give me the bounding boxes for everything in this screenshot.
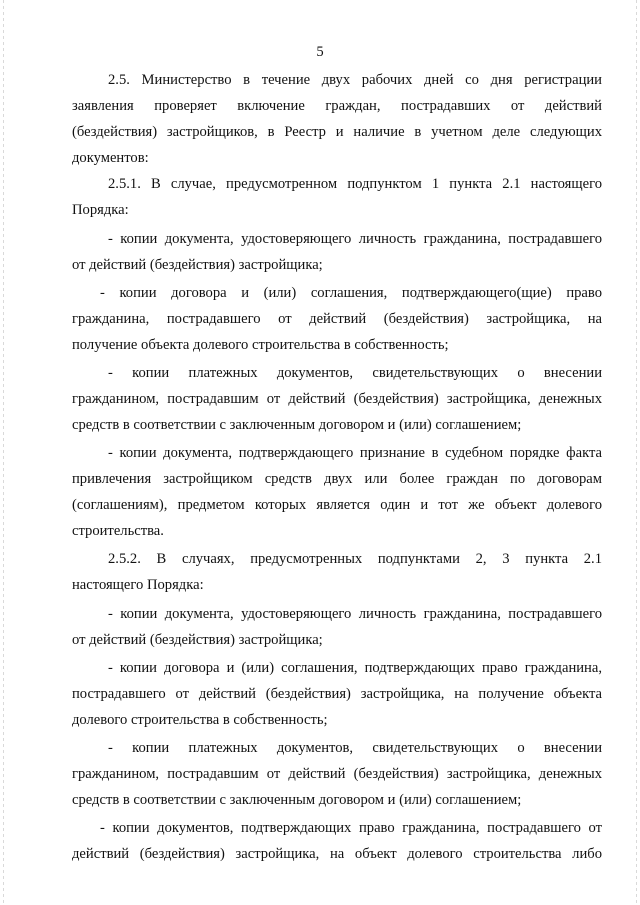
page-number: 5 — [316, 44, 324, 60]
text-line: документов: — [72, 150, 149, 166]
text-line: получение объекта долевого строительства в собственность; — [72, 337, 449, 353]
scan-edge-right — [636, 0, 637, 905]
text-line: - копии документов, подтверждающих право гражданина, пострадавшего от — [100, 820, 602, 836]
scan-edge-left — [3, 0, 4, 905]
text-line: строительства. — [72, 523, 164, 539]
text-line: гражданина, пострадавшего от действий (бездействия) застройщика, на — [72, 311, 602, 327]
text-line: (бездействия) застройщиков, в Реестр и наличие в учетном деле следующих — [72, 124, 602, 140]
text-line: гражданином, пострадавшим от действий (бездействия) застройщика, денежных — [72, 766, 602, 782]
text-line: - копии платежных документов, свидетельствующих о внесении — [108, 365, 602, 381]
text-line: 2.5.1. В случае, предусмотренном подпунктом 1 пункта 2.1 настоящего — [108, 176, 602, 192]
text-line: средств в соответствии с заключенным договором и (или) соглашением; — [72, 417, 522, 433]
text-line: средств в соответствии с заключенным договором и (или) соглашением; — [72, 792, 522, 808]
text-line: заявления проверяет включение граждан, пострадавших от действий — [72, 98, 602, 114]
text-line: (соглашениям), предметом которых является один и тот же объект долевого — [72, 497, 602, 513]
text-line: долевого строительства в собственность; — [72, 712, 328, 728]
text-line: - копии документа, удостоверяющего личность гражданина, пострадавшего — [108, 231, 602, 247]
text-line: 2.5.2. В случаях, предусмотренных подпунктами 2, 3 пункта 2.1 — [108, 551, 602, 567]
text-line: - копии платежных документов, свидетельствующих о внесении — [108, 740, 602, 756]
text-line: 2.5. Министерство в течение двух рабочих дней со дня регистрации — [108, 72, 602, 88]
text-line: - копии договора и (или) соглашения, подтверждающих право гражданина, — [108, 660, 602, 676]
text-line: настоящего Порядка: — [72, 577, 204, 593]
text-line: пострадавшего от действий (бездействия) застройщика, на получение объекта — [72, 686, 602, 702]
text-line: - копии договора и (или) соглашения, подтверждающего(щие) право — [100, 285, 602, 301]
text-line: гражданином, пострадавшим от действий (бездействия) застройщика, денежных — [72, 391, 602, 407]
text-line: действий (бездействия) застройщика, на объект долевого строительства либо — [72, 846, 602, 862]
text-line: от действий (бездействия) застройщика; — [72, 632, 323, 648]
text-line: - копии документа, подтверждающего признание в судебном порядке факта — [108, 445, 602, 461]
text-line: Порядка: — [72, 202, 129, 218]
text-line: от действий (бездействия) застройщика; — [72, 257, 323, 273]
text-line: привлечения застройщиком средств двух или более граждан по договорам — [72, 471, 602, 487]
text-line: - копии документа, удостоверяющего личность гражданина, пострадавшего — [108, 606, 602, 622]
